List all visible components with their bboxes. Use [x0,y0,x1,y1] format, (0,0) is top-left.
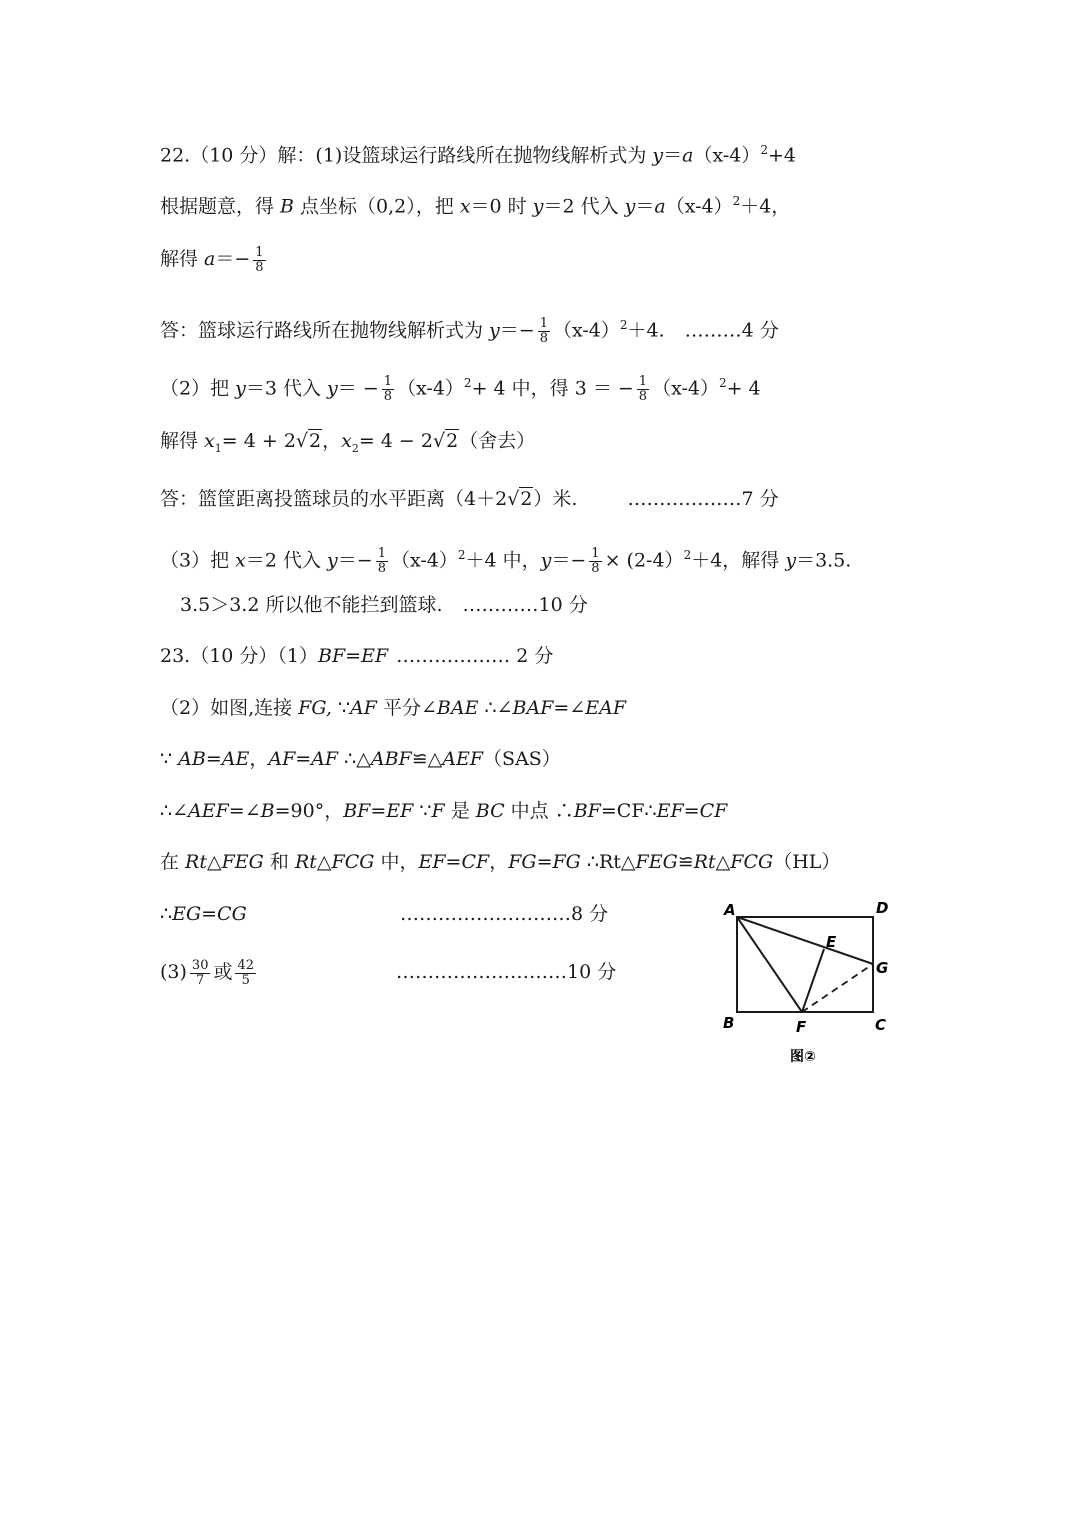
score-marker: ………………7 分 [627,488,779,510]
label-f: F [796,1018,807,1036]
label-e: E [826,933,837,951]
text: （HL） [773,851,841,873]
subscript: 1 [214,441,222,455]
text: 解得 [160,248,205,270]
angle: AEF [188,800,229,822]
numerator: 30 [191,957,209,973]
figure-svg [720,895,900,1070]
text: （x-4） [665,195,733,218]
text: ＝2 代入 [245,549,328,572]
q22-line-3 [160,244,269,275]
q22-line-2 [160,186,790,221]
text: ＝3 代入 [245,377,328,400]
text: ＝− [215,248,251,270]
denominator: 8 [255,259,264,275]
text: （x-4） [390,549,458,572]
segment-fg-dashed [802,964,873,1012]
segment-ag [737,917,873,964]
text: ＝2 代入 [543,195,625,218]
label-b: B [723,1014,735,1032]
var-a: a [654,195,666,218]
q23-line-7 [160,957,617,988]
segment-fe [802,949,824,1012]
geometry-figure [720,895,900,1070]
text: ∵ [331,697,351,719]
text: （SAS） [483,748,561,770]
q23-line-2 [160,693,626,723]
text: △ [316,851,332,873]
triangle: ABF [370,748,412,770]
triangle: FCG [730,851,774,873]
text: ＋4. [627,319,665,342]
q22-line-6 [160,426,535,464]
denominator: 7 [196,972,205,988]
text: ＝− [551,549,587,572]
text: ＝ − [337,377,379,400]
denominator: 8 [539,330,548,346]
denominator: 8 [377,560,386,576]
text: ∴Rt△ [580,851,636,873]
numerator: 1 [638,373,648,389]
expression: BF=EF [318,645,389,667]
text: （舍去） [459,430,536,452]
fraction [253,246,265,275]
text: 中， [374,851,419,873]
text: Rt [693,851,716,873]
triangle: FCG [331,851,375,873]
var-x: x [459,195,471,218]
expression: AF=AF [268,748,339,770]
text: ＝0 时 [470,195,533,218]
q23-line-4 [160,796,727,826]
text: =90°， [274,800,344,822]
q23-line-5 [160,847,840,877]
text: ∴ [160,903,173,925]
sqrt: √2 [507,488,533,510]
var-y: y [327,377,338,400]
text: ≌ [677,851,694,873]
q23-line-1 [160,641,553,671]
text: （x-4） [652,377,719,400]
fraction [190,959,211,988]
text: 中点 ∴ [504,800,574,822]
q22-line-4 [160,310,779,346]
var-y: y [624,195,636,218]
text: 22.（10 分）解：(1)设篮球运行路线所在抛物线解析式为 [160,144,653,167]
var-y: y [785,549,797,572]
text: △ [715,851,731,873]
text: +4 [768,144,797,167]
angle: BAF [512,697,554,719]
triangle: FEG [635,851,678,873]
figure-caption: 图② [790,1049,816,1065]
radicand: 2 [520,488,533,510]
text: × (2-4） [604,549,684,572]
text: ＝ [635,195,655,218]
text: 答：篮球运行路线所在抛物线解析式为 [160,319,490,342]
exponent: 2 [457,548,466,562]
text: =∠ [228,800,261,822]
exponent: 2 [760,143,768,157]
text: ≌△ [411,748,443,770]
angle: BAE [436,697,479,719]
numerator: 1 [591,545,600,561]
text: ）米. [533,488,578,510]
text: ， [322,430,342,452]
segment-af [737,917,802,1012]
var-y: y [532,195,544,218]
text: （2）如图,连接 [160,697,299,719]
text: （x-4） [693,144,761,167]
angle: B [260,800,275,822]
triangle: AEF [442,748,484,770]
radicand: 2 [309,430,322,452]
text: + 4 中，得 3 ＝ − [471,377,634,400]
radicand: 2 [446,430,459,452]
text: 根据题意，得 [160,195,281,218]
var-B: B [280,195,295,218]
denominator: 8 [383,388,393,404]
label-d: D [876,899,889,917]
var-y: y [235,377,246,400]
label-g: G [876,959,889,977]
var-y: y [327,549,338,572]
text: △ [207,851,222,873]
text: ＝− [499,319,535,342]
text: 点坐标（0,2），把 [294,195,460,218]
denominator: 8 [591,560,600,576]
var-a: a [682,144,694,167]
text: 或 [213,961,233,983]
score-marker: …………10 分 [462,594,588,616]
text: ∵ [413,800,432,822]
angle: EAF [585,697,627,719]
q23-line-6 [160,899,609,929]
text: ， [489,851,509,873]
segment: BC [475,800,505,822]
text: ∴∠ [160,800,189,822]
sqrt: √2 [295,430,322,452]
text: ∴△ [338,748,371,770]
subscript: 2 [351,441,359,455]
var-x: x [204,430,215,452]
text: （3）把 [160,549,236,572]
expression: EF=CF [656,800,728,822]
score-marker: ………………………10 分 [396,961,617,983]
text: =∠ [553,697,586,719]
fraction [376,547,388,576]
text: ＋4 中， [465,549,541,572]
sqrt: √2 [432,430,459,452]
fraction [637,375,649,404]
score-marker: ………………………8 分 [400,903,609,925]
numerator: 1 [539,315,548,331]
q23-line-3 [160,744,561,774]
label-c: C [875,1016,887,1034]
q22-line-5 [160,368,761,404]
fraction [589,547,601,576]
triangle: FEG [221,851,264,873]
var-a: a [204,248,216,270]
q22-line-7 [160,484,779,514]
exponent: 2 [619,318,628,332]
text: （2）把 [160,377,236,400]
expression: BF=EF [343,800,414,822]
rectangle-abcd [737,917,873,1012]
text: 和 [263,851,295,873]
expression: EF=CF [418,851,490,873]
segment: FG, [298,697,332,719]
text: 答：篮筐距离投篮球员的水平距离（4＋2 [160,488,508,510]
exponent: 2 [463,376,472,390]
text: ， [249,748,269,770]
text: CF∴ [616,800,657,822]
text: ＝ [663,144,683,167]
point: F [431,800,445,822]
expression: EG=CG [172,903,247,925]
q22-line-1 [160,135,796,170]
text: ∴∠ [478,697,513,719]
text: ∵ [160,748,179,770]
text: 平分∠ [376,697,437,719]
score-marker: ………4 分 [684,319,779,342]
text: （x-4） [552,319,620,342]
numerator: 1 [383,373,393,389]
text: (3) [160,961,187,983]
q22-line-8 [160,540,851,576]
var-x: x [235,549,246,572]
q22-line-9 [180,590,588,620]
text: Rt [185,851,207,873]
text: 解得 [160,430,205,452]
text: （x-4） [397,377,464,400]
denominator: 8 [638,388,648,404]
numerator: 42 [237,957,255,973]
expression: FG=FG [508,851,581,873]
numerator: 1 [377,545,386,561]
text: 是 [444,800,476,822]
text: + 4 [726,377,761,400]
segment: AF [350,697,377,719]
denominator: 5 [241,972,250,988]
var-y: y [489,319,500,342]
text: 3.5＞3.2 所以他不能拦到篮球. [180,594,443,616]
text: ＋4， [740,195,791,218]
exponent: 2 [732,194,741,208]
text: ＝3.5. [796,549,852,572]
text: = 4 − 2 [358,430,433,452]
text: ＋4，解得 [691,549,786,572]
label-a: A [724,901,736,919]
fraction [235,959,256,988]
text: = 4 + 2 [221,430,296,452]
text: 23.（10 分）（1） [160,645,319,667]
var-x: x [341,430,352,452]
text: Rt [294,851,317,873]
exponent: 2 [683,548,692,562]
score-marker: ……………… 2 分 [396,645,554,667]
text: 在 [160,851,186,873]
expression: AB=AE [178,748,250,770]
fraction [538,317,550,346]
numerator: 1 [255,244,264,260]
expression: BF= [573,800,617,822]
text: ＝− [337,549,373,572]
var-y: y [652,144,664,167]
fraction [382,375,394,404]
exponent: 2 [718,376,727,390]
var-y: y [540,549,552,572]
